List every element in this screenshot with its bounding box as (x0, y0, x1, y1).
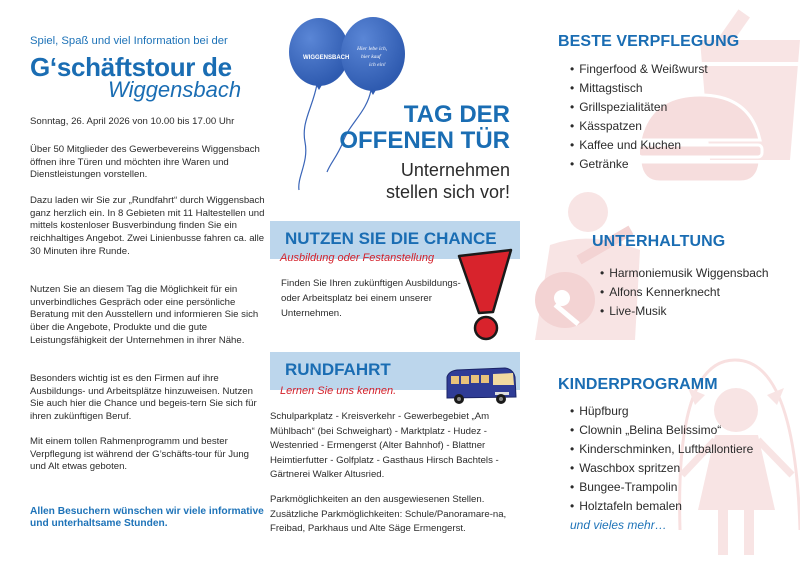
exclamation-icon (455, 248, 515, 343)
list-item: • Grillspezialitäten (570, 98, 708, 117)
list-item: • Kässpatzen (570, 117, 708, 136)
chance-text: Finden Sie Ihren zukünftigen Ausbildungs- oder Arbeitsplatz bei einem unserer Unternehmen. (281, 278, 461, 319)
subheadline-line1: Unternehmen (400, 160, 510, 180)
event-date: Sonntag, 26. April 2026 von 10.00 bis 17.00 Uhr (30, 116, 235, 127)
middle-panel (265, 0, 530, 566)
paragraph-beratung: Nutzen Sie an diesem Tag die Möglichkeit für ein unverbindliches Gespräch oder eine persönliche Beratung mit den Ausstellern und informieren Sie sich über die Angebote, Produkte und die gute Leistungsfähigkeit der Unternehmen in ihrer Nähe. (30, 284, 259, 346)
list-item: • Getränke (570, 155, 708, 174)
rundfahrt-title: RUNDFAHRT (285, 360, 391, 379)
headline-line1: TAG DER (403, 101, 510, 128)
bus-icon (443, 365, 518, 407)
rundfahrt-subtitle: Lernen Sie uns kennen. (280, 385, 397, 397)
left-panel (0, 0, 265, 566)
list-item: • Fingerfood & Weißwurst (570, 60, 708, 79)
paragraph-ausbildung: Besonders wichtig ist es den Firmen auf ihre Ausbildungs- und Arbeitsplätze hinzuweisen. Nutzen Sie auch hier die Chance und begeis-tern Sie sich für ihren zukünftigen Beruf. (30, 373, 257, 423)
balloons-icon (283, 12, 413, 192)
more-text: und vieles mehr… (570, 518, 667, 532)
list-item: • Holztafeln bemalen (570, 497, 753, 516)
chance-subtitle: Ausbildung oder Festanstellung (280, 252, 435, 264)
unterhaltung-title: UNTERHALTUNG (592, 233, 726, 250)
list-item: • Clownin „Belina Belissimo“ (570, 421, 753, 440)
subheadline-line2: stellen sich vor! (385, 182, 510, 202)
list-item: • Hüpfburg (570, 402, 753, 421)
svg-text:ich ein!: ich ein! (369, 62, 386, 68)
paragraph-members: Über 50 Mitglieder des Gewerbevereins Wiggensbach öffnen ihre Türen und möchten ihre Waren und Dienstleistungen vorstellen. (30, 144, 260, 181)
route-text: Schulparkplatz - Kreisverkehr - Gewerbegebiet „Am Mühlbach“ (bei Schweighart) - Marktplatz - Hudez - Westenried - Ermengerst (Alter Bahnhof) - Blattner Heimtierfutter - Golfplatz - Gasthaus Hirsch Bachtels - Gärtnerei Walker Altusried. (270, 411, 499, 480)
parking-text: Parkmöglichkeiten an den ausgewiesenen Stellen. Zusätzliche Parkmöglichkeiten: Schule/Panoramare-na, Freibad, Parkhaus und Alte Säge Ermengerst. (270, 494, 507, 534)
list-item: • Mittagstisch (570, 79, 708, 98)
closing-message: Allen Besuchern wünschen wir viele informative und unterhaltsame Stunden. (30, 506, 264, 529)
paragraph-rahmenprogramm: Mit einem tollen Rahmenprogramm und bester Verpflegung ist während der G’schäfts-tour für Jung und Alt etwas geboten. (30, 436, 250, 473)
paragraph-rundfahrt: Dazu laden wir Sie zur „Rundfahrt“ durch Wiggensbach ganz herzlich ein. In 8 Gebieten mit 11 Haltestellen und mittels kostenloser Busverbindung finden Sie ein reichhaltiges Angebot. Zwei Linienbusse fahren ca. alle 30 Minuten ihre Runde. (30, 195, 265, 257)
verpflegung-title: BESTE VERPFLEGUNG (558, 33, 740, 50)
chance-title: NUTZEN SIE DIE CHANCE (285, 229, 497, 248)
kinderprogramm-title: KINDERPROGRAMM (558, 376, 718, 393)
main-title: G‘schäftstour de (30, 52, 232, 82)
list-item: • Harmoniemusik Wiggensbach (600, 264, 769, 283)
intro-line: Spiel, Spaß und viel Information bei der (30, 35, 228, 47)
main-subtitle: Wiggensbach (108, 77, 242, 102)
unterhaltung-list (600, 264, 769, 321)
kinderprogramm-list (570, 402, 753, 516)
list-item: • Kaffee und Kuchen (570, 136, 708, 155)
verpflegung-list (570, 60, 708, 174)
list-item: • Live-Musik (600, 302, 769, 321)
svg-text:Hier lebe ich,: Hier lebe ich, (357, 46, 388, 52)
list-item: • Kinderschminken, Luftballontiere (570, 440, 753, 459)
headline-line2: OFFENEN TÜR (339, 127, 510, 154)
svg-text:hier kauf: hier kauf (361, 54, 381, 60)
right-panel (530, 0, 800, 566)
list-item: • Waschbox spritzen (570, 459, 753, 478)
svg-text:WIGGENSBACH: WIGGENSBACH (303, 55, 350, 61)
list-item: • Bungee-Trampolin (570, 478, 753, 497)
list-item: • Alfons Kennerknecht (600, 283, 769, 302)
